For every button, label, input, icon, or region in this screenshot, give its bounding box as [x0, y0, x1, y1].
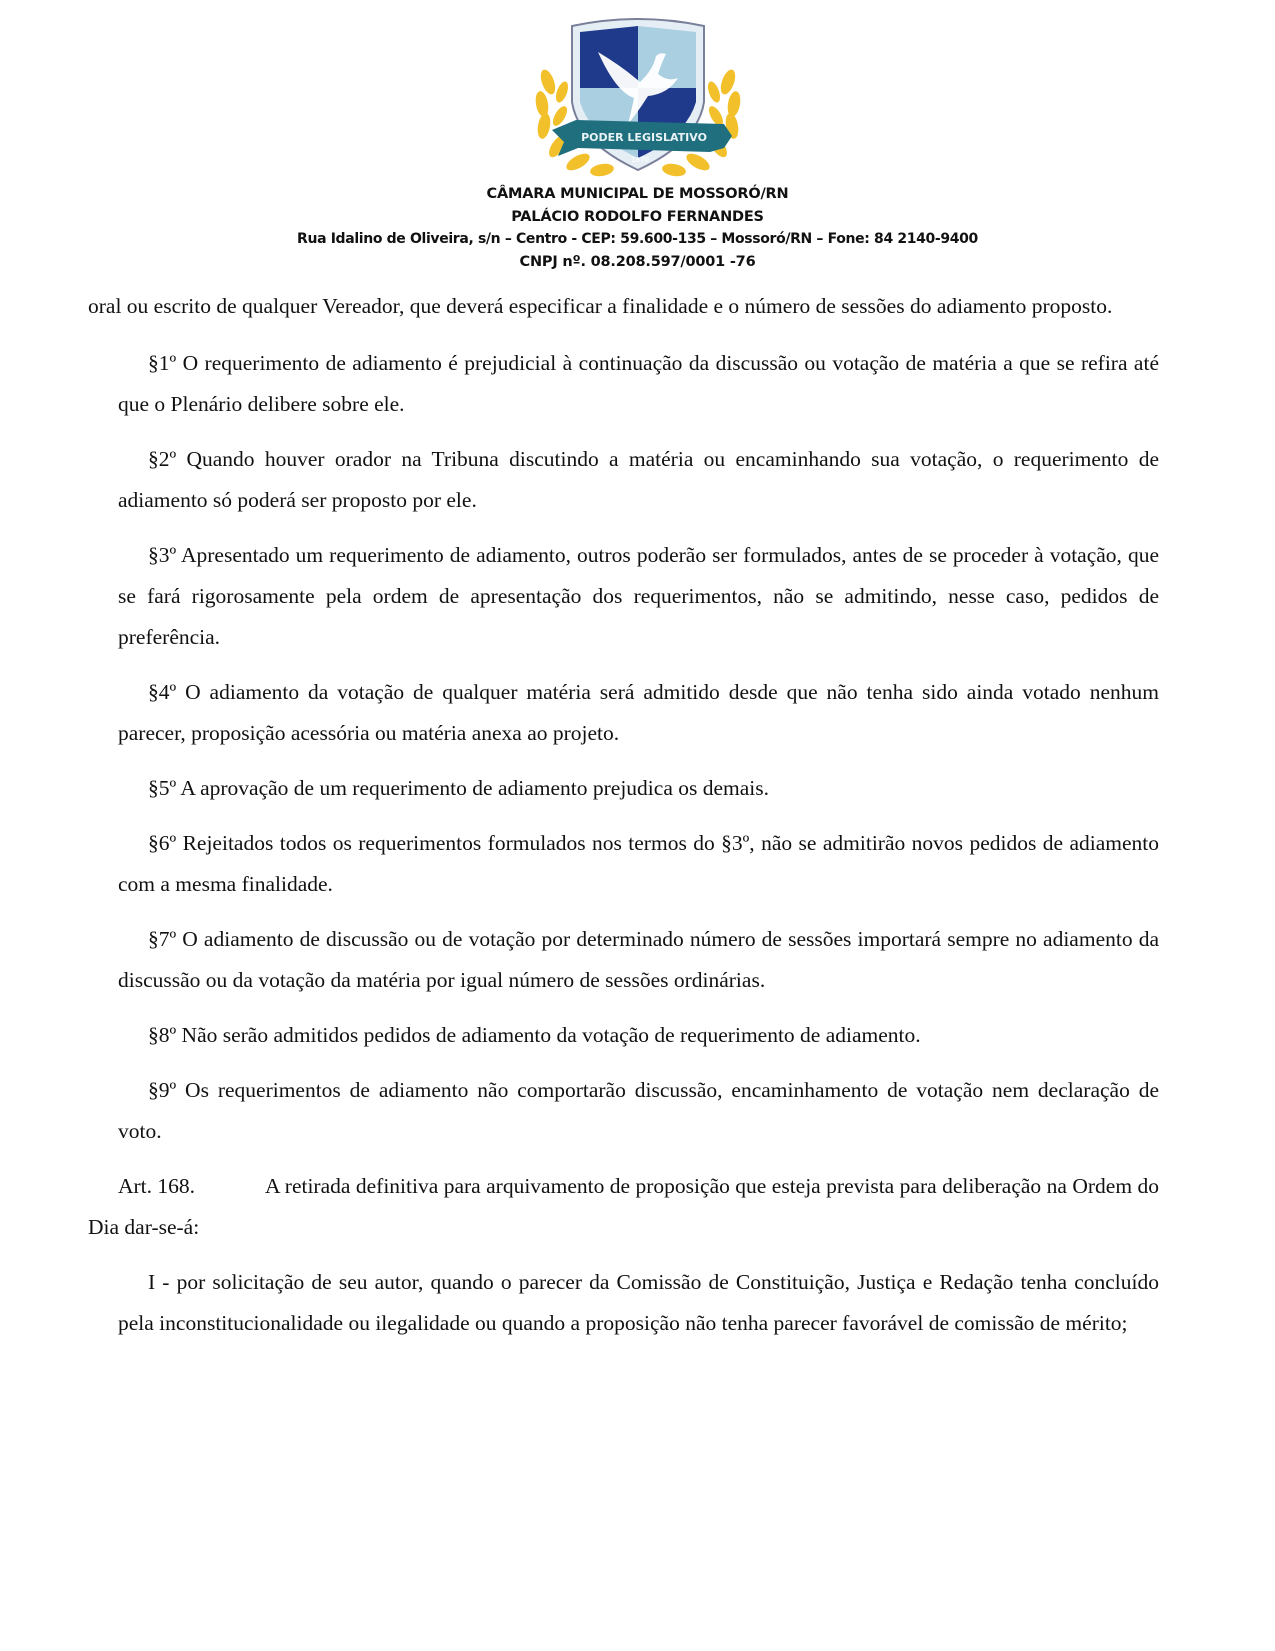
paragraph-3: §3º Apresentado um requerimento de adiamento, outros poderão ser formulados, antes de se proceder à votação, que se fará rigorosamente pela ordem de apresentação dos requerimentos, não se admitindo, nesse caso, pedidos de preferência.: [118, 543, 1159, 649]
institution-name: CÂMARA MUNICIPAL DE MOSSORÓ/RN: [486, 186, 789, 202]
item-i: I - por solicitação de seu autor, quando o parecer da Comissão de Constituição, Justiça e Redação tenha concluído pela inconstitucionalidade ou ilegalidade ou quando a proposição não tenha parecer favorável de comissão de mérito;: [118, 1270, 1159, 1335]
article-number: Art. 168.: [118, 1174, 196, 1198]
paragraph-9: §9º Os requerimentos de adiamento não comportarão discussão, encaminhamento de votação nem declaração de voto.: [118, 1078, 1159, 1143]
cnpj-line: CNPJ nº. 08.208.597/0001 -76: [519, 253, 756, 270]
palace-name: PALÁCIO RODOLFO FERNANDES: [511, 208, 764, 225]
year-text: 1870: [631, 156, 649, 164]
letterhead: [0, 183, 1275, 273]
paragraph-7: §7º O adiamento de discussão ou de votação por determinado número de sessões importará sempre no adiamento da discussão ou da votação da matéria por igual número de sessões ordinárias.: [118, 927, 1159, 992]
paragraph-4: §4º O adiamento da votação de qualquer matéria será admitido desde que não tenha sido ainda votado nenhum parecer, proposição acessória ou matéria anexa ao projeto.: [118, 680, 1159, 745]
address-line: Rua Idalino de Oliveira, s/n – Centro - CEP: 59.600-135 – Mossoró/RN – Fone: 84 2140-9400: [297, 231, 978, 247]
paragraph-1: §1º O requerimento de adiamento é prejudicial à continuação da discussão ou votação de matéria a que se refira até que o Plenário delibere sobre ele.: [118, 351, 1159, 416]
continuation-paragraph: oral ou escrito de qualquer Vereador, que deverá especificar a finalidade e o número de sessões do adiamento proposto.: [88, 294, 1113, 318]
paragraph-6: §6º Rejeitados todos os requerimentos formulados nos termos do §3º, não se admitirão novos pedidos de adiamento com a mesma finalidade.: [118, 831, 1159, 896]
crest-logo: [528, 12, 748, 182]
paragraph-8: §8º Não serão admitidos pedidos de adiamento da votação de requerimento de adiamento.: [148, 1023, 921, 1047]
document-body: [88, 286, 1159, 1344]
article-168: [88, 1166, 1159, 1248]
paragraph-2: §2º Quando houver orador na Tribuna discutindo a matéria ou encaminhando sua votação, o requerimento de adiamento só poderá ser proposto por ele.: [118, 447, 1159, 512]
paragraph-5: §5º A aprovação de um requerimento de adiamento prejudica os demais.: [148, 776, 770, 800]
article-text: A retirada definitiva para arquivamento de proposição que esteja prevista para deliberação na Ordem do Dia dar-se-á:: [88, 1174, 1159, 1239]
ribbon-text: PODER LEGISLATIVO: [581, 131, 707, 144]
